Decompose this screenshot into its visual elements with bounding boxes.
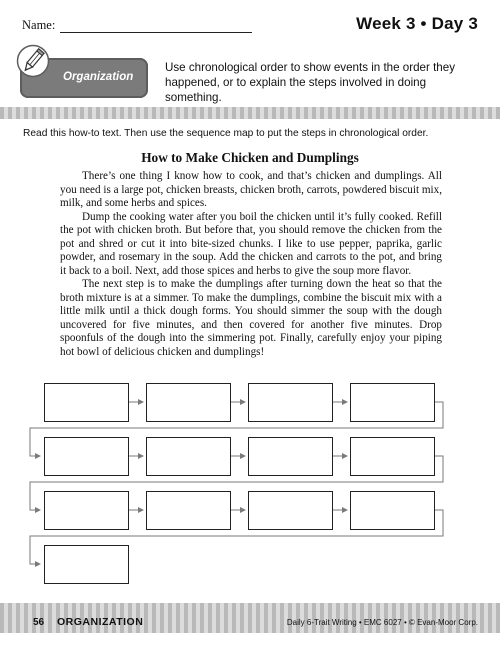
passage-paragraph: Dump the cooking water after you boil the chicken until it’s fully cooked. Refill the pot with chicken broth. But before that, you should remove the chicken from the pot and shred or cut it into bite-sized chunks. I like to use pepper, paprika, garlic powder, and rosemary in the soup. Add the chicken and carrots to the pot, and bring it back to a boil. Next, add those spices and herbs to give the soup more flavor. (60, 210, 442, 277)
sequence-box-4[interactable] (350, 383, 435, 422)
week-day-title: Week 3 • Day 3 (356, 14, 478, 33)
sequence-box-7[interactable] (248, 437, 333, 476)
pencil-icon (16, 44, 50, 78)
passage-body (60, 170, 442, 359)
top-divider (0, 107, 500, 119)
sequence-box-9[interactable] (44, 491, 129, 530)
name-label: Name: (22, 18, 56, 32)
sequence-box-12[interactable] (350, 491, 435, 530)
sequence-box-5[interactable] (44, 437, 129, 476)
sequence-box-13[interactable] (44, 545, 129, 584)
sequence-box-1[interactable] (44, 383, 129, 422)
footer-credit: Daily 6-Trait Writing • EMC 6027 • © Evan-Moor Corp. (286, 618, 478, 627)
passage-title: How to Make Chicken and Dumplings (141, 150, 359, 165)
skill-definition: Use chronological order to show events in the order they happened, or to explain the steps involved in doing something. (165, 61, 456, 104)
passage-paragraph: There’s one thing I know how to cook, and that’s chicken and dumplings. All you need is a large pot, chicken breasts, chicken broth, carrots, powdered biscuit mix, milk, and some herbs and spices. (60, 170, 442, 209)
skill-badge-label: Organization (63, 71, 134, 83)
footer-section: ORGANIZATION (57, 616, 144, 628)
page-number: 56 (33, 617, 45, 628)
name-field[interactable] (60, 32, 252, 33)
sequence-box-10[interactable] (146, 491, 231, 530)
sequence-box-2[interactable] (146, 383, 231, 422)
instructions: Read this how-to text. Then use the sequence map to put the steps in chronological order. (23, 128, 429, 139)
sequence-box-6[interactable] (146, 437, 231, 476)
sequence-box-8[interactable] (350, 437, 435, 476)
sequence-box-3[interactable] (248, 383, 333, 422)
passage-paragraph: The next step is to make the dumplings after turning down the heat so that the broth mixture is at a simmer. To make the dumplings, combine the biscuit mix with a little milk until a thick dough forms. You should simmer the soup with the dough uncovered for five minutes, and then covered for another five minutes. Drop spoonfuls of the dough into the simmering pot. Finally, carefully enjoy your piping hot bowl of delicious chicken and dumplings! (60, 278, 442, 358)
sequence-box-11[interactable] (248, 491, 333, 530)
